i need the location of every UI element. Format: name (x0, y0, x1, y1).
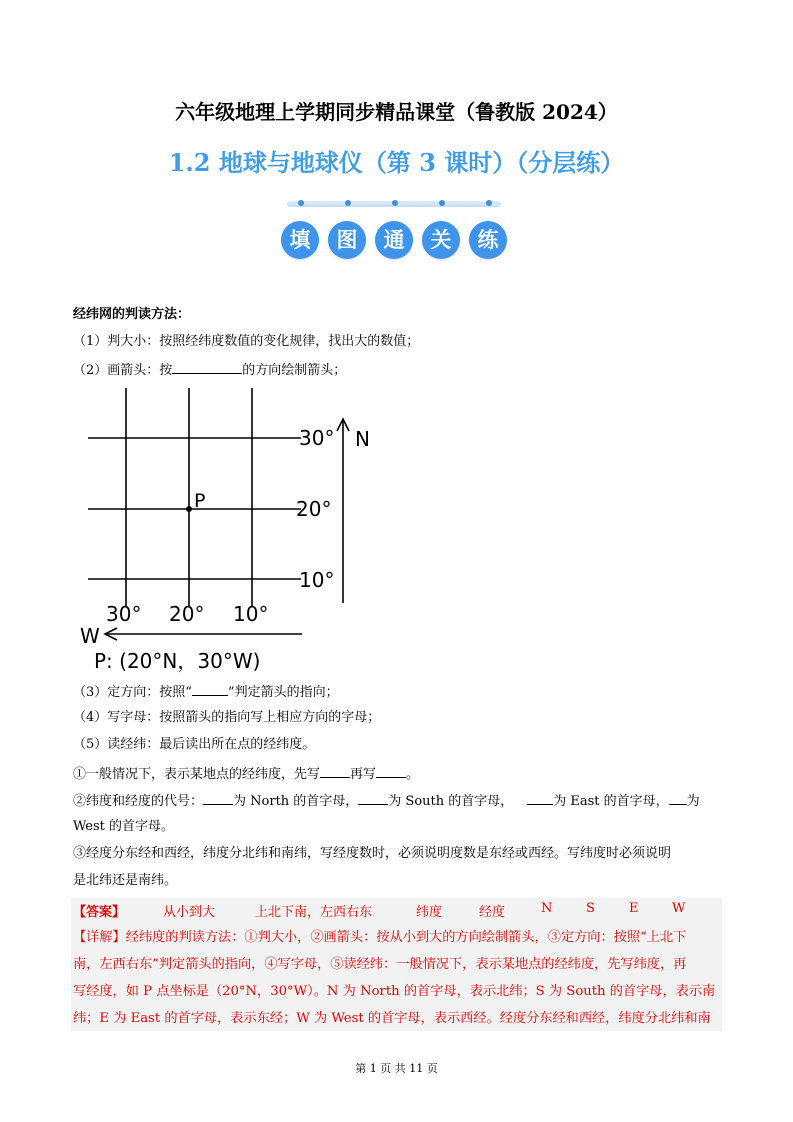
lon-label-10: 10° (233, 602, 269, 626)
step-4: （4）写字母：按照箭头的指向写上相应方向的字母； (73, 710, 381, 725)
series-title: 六年级地理上学期同步精品课堂（鲁教版 2024） (175, 100, 618, 124)
answer-item: 从小到大 (163, 905, 216, 920)
blank-field[interactable] (669, 791, 687, 805)
answer-item: 纬度 (416, 905, 443, 920)
step-2-suffix: 的方向绘制箭头； (242, 363, 347, 378)
note-1-prefix: ①一般情况下，表示某地点的经纬度，先写 (73, 767, 321, 782)
answer-item: 上北下南，左西右东 (255, 905, 373, 920)
step-3 (73, 682, 339, 702)
west-label: W (80, 624, 100, 648)
detail-line-4: 纬；E 为 East 的首字母，表示东经；W 为 West 的首字母，表示西经。经度分东经和西经，纬度分北纬和南 (73, 1011, 711, 1026)
note-2-b: 为 South 的首字母， (388, 794, 514, 809)
blank-field[interactable] (527, 791, 553, 805)
blank-field[interactable] (376, 764, 406, 778)
section-heading: 经纬网的判读方法： (73, 307, 191, 322)
blank-field[interactable] (358, 791, 388, 805)
badge-tong: 通 (375, 221, 413, 259)
point-p-marker (186, 506, 192, 512)
note-1-suffix: 。 (406, 767, 420, 782)
note-2-line-2: West 的首字母。 (73, 819, 175, 834)
lat-label-20: 20° (296, 497, 332, 521)
badge-guan: 关 (422, 221, 460, 259)
badge-lian: 练 (469, 221, 507, 259)
badge-tian: 填 (281, 221, 319, 259)
lon-label-20: 20° (169, 602, 205, 626)
banner-dot (298, 200, 304, 206)
banner-dot (345, 200, 351, 206)
north-label: N (355, 427, 370, 451)
step-5: （5）读经纬：最后读出所在点的经纬度。 (73, 737, 316, 752)
note-2-c: 为 East 的首字母， (553, 794, 669, 809)
answer-label: 【答案】 (73, 905, 126, 920)
step-2 (73, 360, 346, 380)
detail-line-2: 南，左西右东”判定箭头的指向，④写字母，⑤读经纬：一般情况下，表示某地点的经纬度，先写纬度，再 (73, 957, 687, 972)
point-coordinates: P: (20°N，30°W) (94, 649, 261, 673)
lat-label-10: 10° (299, 568, 335, 592)
step-3-prefix: （3）定方向：按照“ (73, 685, 192, 700)
answer-item: E (629, 901, 639, 916)
lat-label-30: 30° (299, 426, 335, 450)
graticule-diagram (75, 385, 385, 680)
note-3-line-1: ③经度分东经和西经，纬度分北纬和南纬，写经度数时，必须说明度数是东经或西经。写纬度时必须说明 (73, 846, 672, 861)
note-2-a: 为 North 的首字母， (233, 794, 359, 809)
blank-field[interactable] (203, 791, 233, 805)
answer-item: N (541, 901, 553, 916)
note-1 (73, 764, 419, 784)
page-footer: 第 1 页 共 11 页 (355, 1062, 438, 1075)
banner-dot (439, 200, 445, 206)
banner-dot (392, 200, 398, 206)
lesson-title: 1.2 地球与地球仪（第 3 课时）（分层练） (168, 148, 625, 177)
note-2-d: 为 (686, 794, 700, 809)
badge-tu: 图 (328, 221, 366, 259)
answer-item: W (672, 901, 686, 916)
detail-line-1: 【详解】经纬度的判读方法：①判大小，②画箭头：按从小到大的方向绘制箭头，③定方向：按照“上北下 (73, 930, 687, 945)
badge-banner (287, 196, 501, 268)
note-1-mid: 再写 (350, 767, 377, 782)
step-1: （1）判大小：按照经纬度数值的变化规律，找出大的数值； (73, 334, 420, 349)
point-p-label: P (194, 490, 206, 512)
step-3-suffix: ”判定箭头的指向； (227, 685, 339, 700)
note-2 (73, 791, 700, 811)
blank-field[interactable] (192, 682, 228, 696)
banner-dot (486, 200, 492, 206)
note-2-prefix: ②纬度和经度的代号： (73, 794, 204, 809)
blank-field[interactable] (172, 360, 242, 374)
answer-item: S (586, 901, 595, 916)
step-2-prefix: （2）画箭头：按 (73, 363, 173, 378)
detail-line-3: 写经度，如 P 点坐标是（20°N，30°W）。N 为 North 的首字母，表示北纬；S 为 South 的首字母，表示南 (73, 984, 716, 999)
blank-field[interactable] (320, 764, 350, 778)
answer-item: 经度 (479, 905, 506, 920)
lon-label-30: 30° (106, 602, 142, 626)
note-3-line-2: 是北纬还是南纬。 (73, 873, 178, 888)
